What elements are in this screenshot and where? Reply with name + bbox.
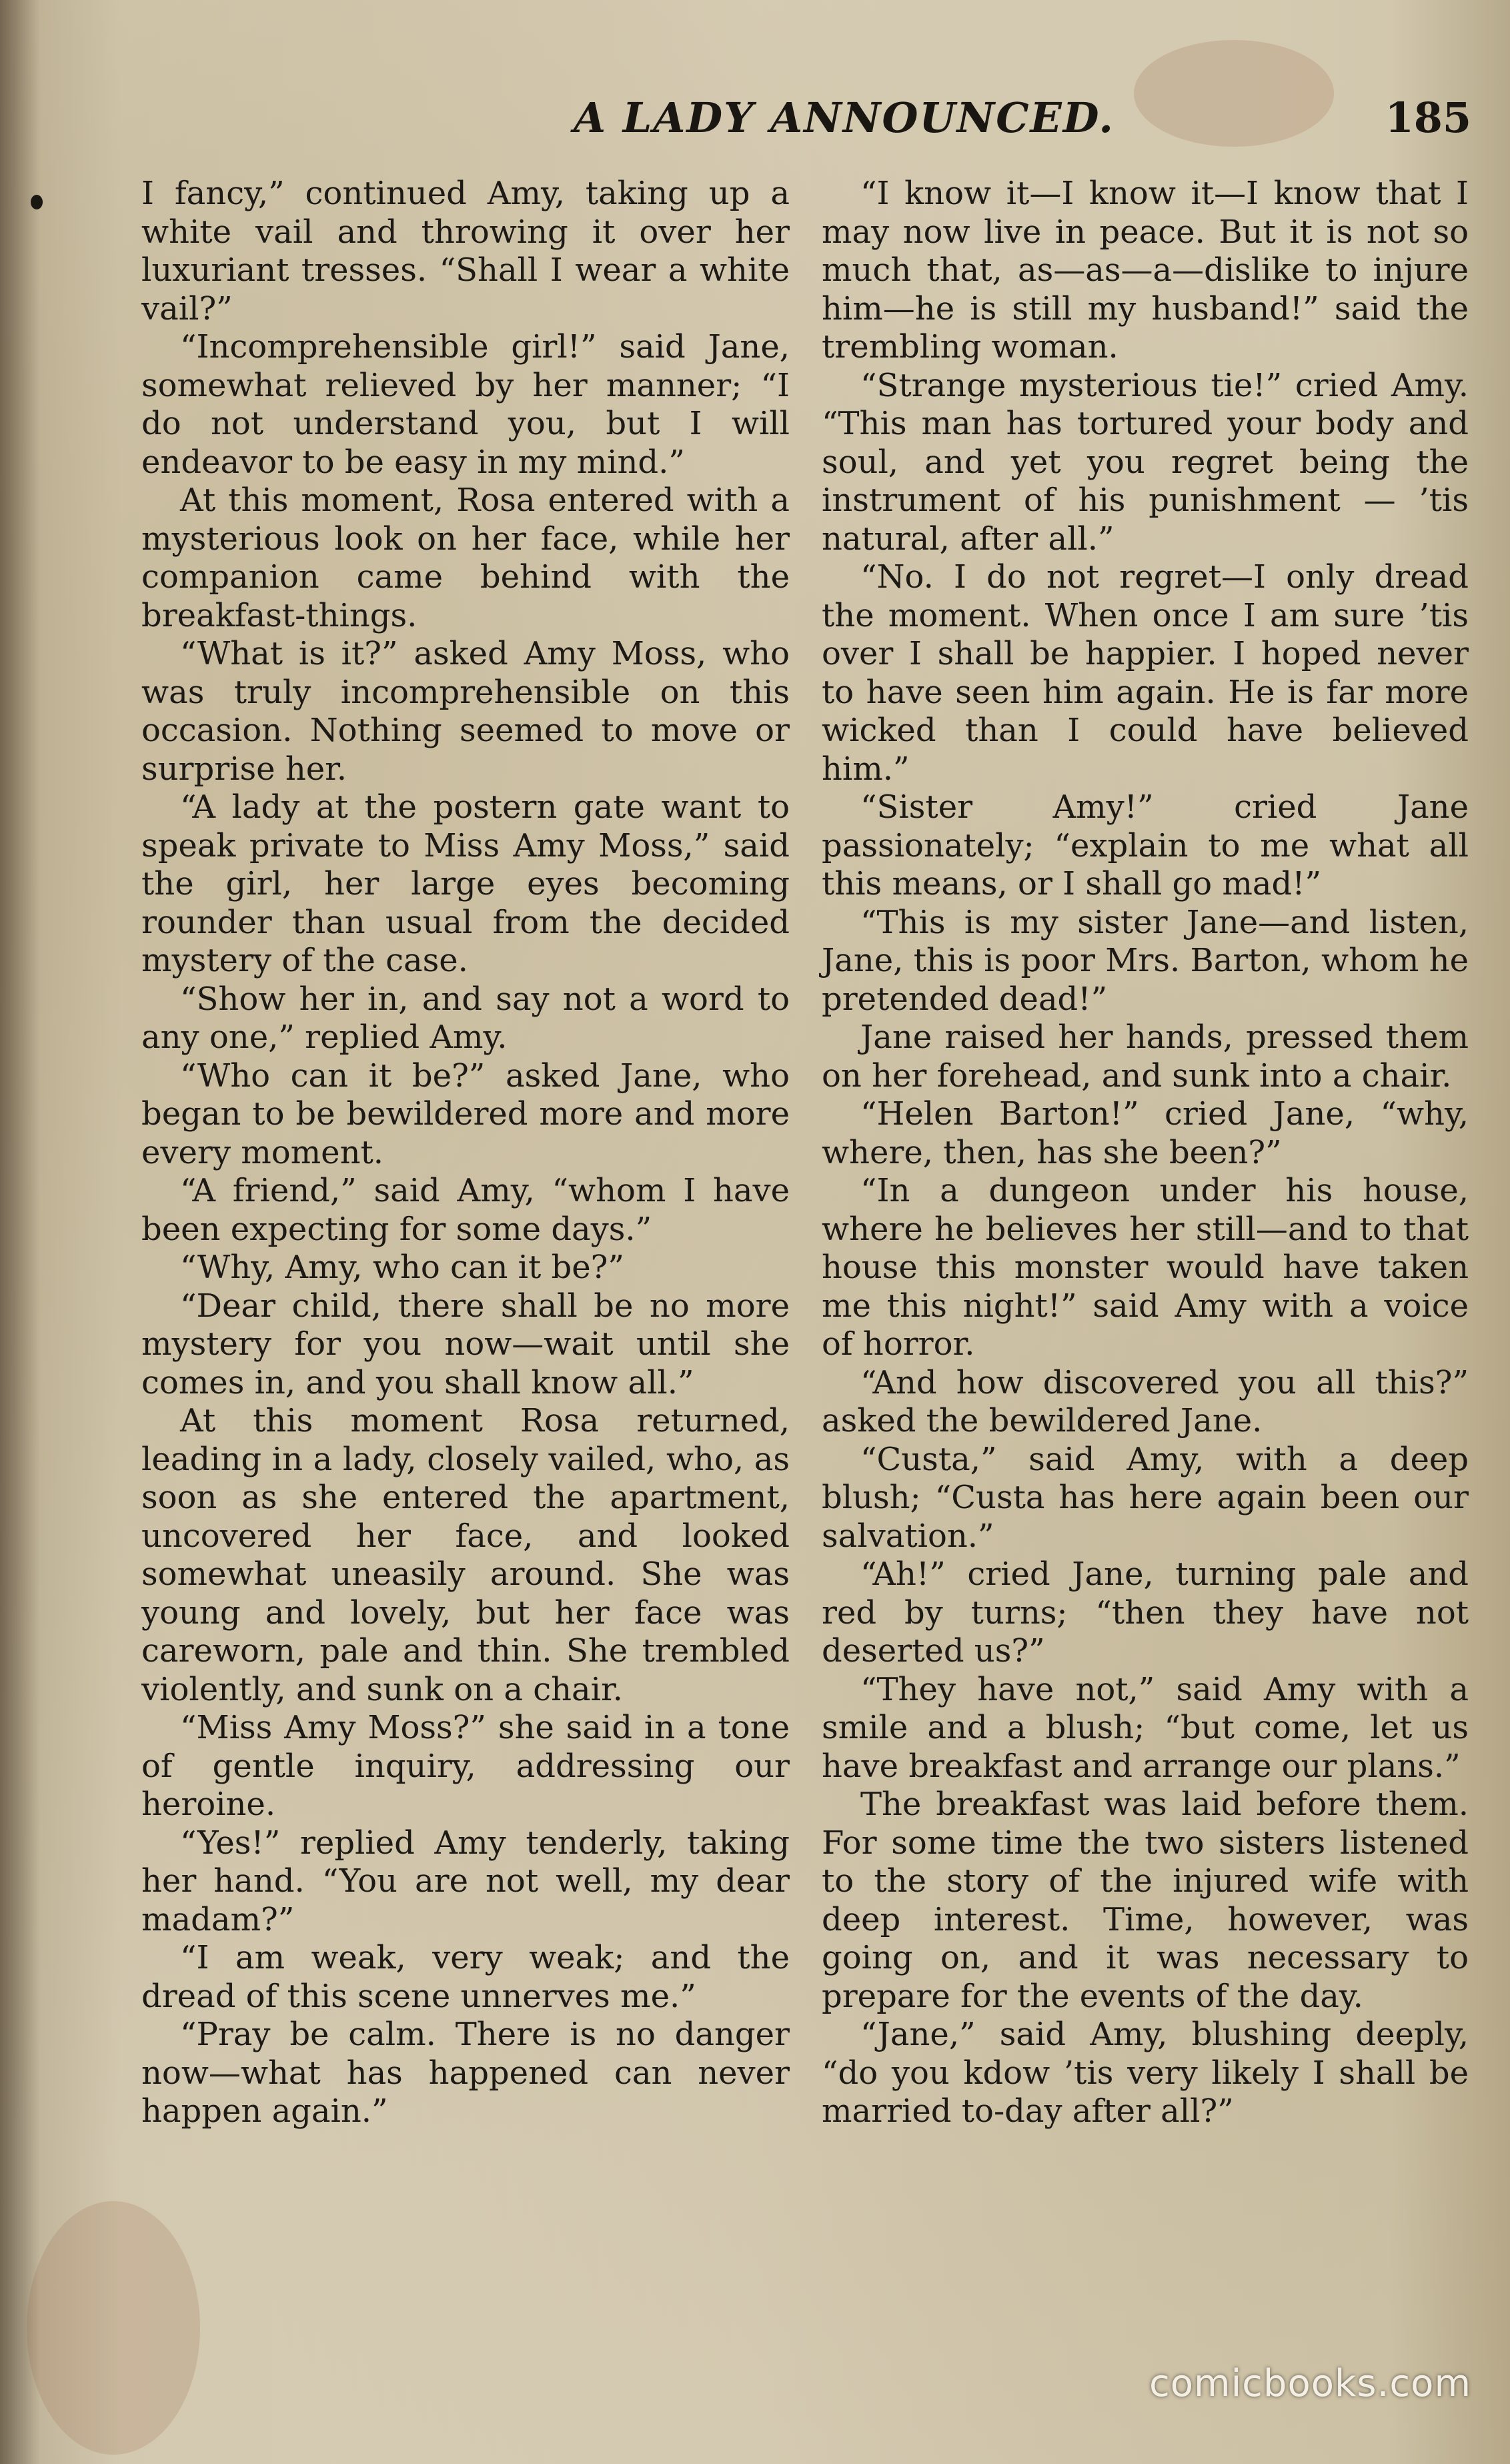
- paragraph: “Sister Amy!” cried Jane passionately; “explain to me what all this means, or I shall go mad!”: [822, 788, 1469, 902]
- paragraph: “No. I do not regret—I only dread the moment. When once I am sure ’tis over I shall be happier. I hoped never to have seen him again. He is far more wicked than I could have believed him.”: [822, 558, 1469, 788]
- paragraph: I fancy,” continued Amy, taking up a white vail and throwing it over her luxuriant tresses. “Shall I wear a white vail?”: [141, 175, 790, 328]
- paragraph: “Custa,” said Amy, with a deep blush; “Custa has here again been our salvation.”: [822, 1440, 1469, 1555]
- ink-mark: [31, 195, 43, 209]
- running-title: A LADY ANNOUNCED.: [574, 93, 1114, 142]
- paragraph: “Strange mysterious tie!” cried Amy. “This man has tortured your body and soul, and yet you regret being the instrument of his punishment — ’tis natural, after all.”: [822, 366, 1469, 558]
- paragraph: “In a dungeon under his house, where he believes her still—and to that house this monster would have taken me this night!” said Amy with a voice of horror.: [822, 1172, 1469, 1363]
- paragraph: “A lady at the postern gate want to speak private to Miss Amy Moss,” said the girl, her large eyes becoming rounder than usual from the decided mystery of the case.: [141, 788, 790, 979]
- paragraph: “Yes!” replied Amy tenderly, taking her hand. “You are not well, my dear madam?”: [141, 1824, 790, 1938]
- paragraph: “And how discovered you all this?” asked the bewildered Jane.: [822, 1363, 1469, 1439]
- paragraph: The breakfast was laid before them. For some time the two sisters listened to the story of the injured wife with deep interest. Time, however, was going on, and it was necessary to prepare for the events of the day.: [822, 1786, 1469, 2015]
- paragraph: “Who can it be?” asked Jane, who began to be bewildered more and more every moment.: [141, 1057, 790, 1171]
- paper-stain: [27, 2201, 200, 2455]
- paragraph: “Incomprehensible girl!” said Jane, somewhat relieved by her manner; “I do not understand you, but I will endeavor to be easy in my mind.”: [141, 328, 790, 481]
- paragraph: “A friend,” said Amy, “whom I have been expecting for some days.”: [141, 1172, 790, 1248]
- paragraph: “What is it?” asked Amy Moss, who was truly incomprehensible on this occasion. Nothing seemed to move or surprise her.: [141, 635, 790, 788]
- paragraph: “This is my sister Jane—and listen, Jane, this is poor Mrs. Barton, whom he pretended dead!”: [822, 903, 1469, 1018]
- paragraph: “I am weak, very weak; and the dread of this scene unnerves me.”: [141, 1939, 790, 2015]
- paragraph: “Ah!” cried Jane, turning pale and red by turns; “then they have not deserted us?”: [822, 1556, 1469, 1670]
- paragraph: At this moment, Rosa entered with a mysterious look on her face, while her companion came behind with the breakfast-things.: [141, 482, 790, 634]
- paragraph: Jane raised her hands, pressed them on her forehead, and sunk into a chair.: [822, 1019, 1469, 1095]
- page-edge-shadow: [0, 0, 40, 2464]
- paragraph: “Jane,” said Amy, blushing deeply, “do you kdow ’tis very likely I shall be married to-day after all?”: [822, 2016, 1469, 2130]
- paragraph: “Show her in, and say not a word to any one,” replied Amy.: [141, 980, 790, 1056]
- paragraph: “Helen Barton!” cried Jane, “why, where, then, has she been?”: [822, 1095, 1469, 1171]
- left-text-column: [141, 175, 790, 2131]
- site-watermark: comicbooks.com: [1149, 2362, 1471, 2405]
- paragraph: “They have not,” said Amy with a smile and a blush; “but come, let us have breakfast and arrange our plans.”: [822, 1670, 1469, 1785]
- page-number: 185: [1385, 93, 1471, 142]
- paragraph: “Miss Amy Moss?” she said in a tone of gentle inquiry, addressing our heroine.: [141, 1709, 790, 1823]
- paragraph: “Pray be calm. There is no danger now—what has happened can never happen again.”: [141, 2016, 790, 2130]
- paragraph: At this moment Rosa returned, leading in a lady, closely vailed, who, as soon as she entered the apartment, uncovered her face, and looked somewhat uneasily around. She was young and lovely, but her face was careworn, pale and thin. She trembled violently, and sunk on a chair.: [141, 1402, 790, 1708]
- paragraph: “I know it—I know it—I know that I may now live in peace. But it is not so much that, as—as—a—dislike to injure him—he is still my husband!” said the trembling woman.: [822, 175, 1469, 366]
- right-text-column: [822, 175, 1469, 2131]
- page-header: [0, 93, 1510, 153]
- paragraph: “Dear child, there shall be no more mystery for you now—wait until she comes in, and you shall know all.”: [141, 1287, 790, 1401]
- paragraph: “Why, Amy, who can it be?”: [180, 1249, 624, 1286]
